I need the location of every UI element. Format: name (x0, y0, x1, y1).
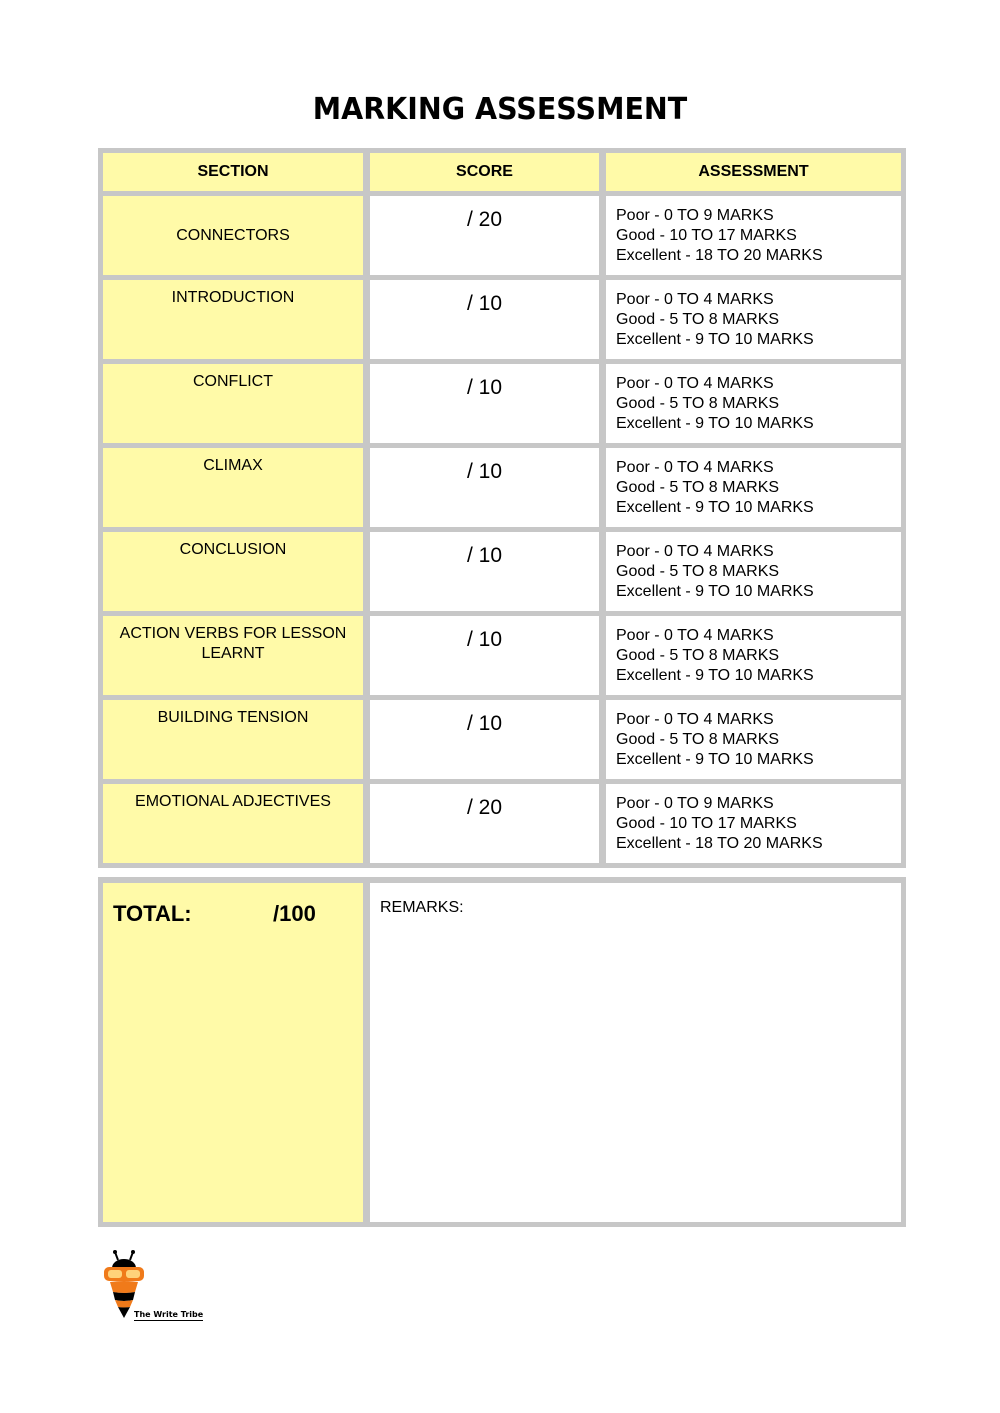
section-label: ACTION VERBS FOR LESSON LEARNT (119, 625, 347, 662)
column-header-score: SCORE (370, 153, 599, 191)
assessment-criteria (606, 448, 901, 527)
assessment-line: Poor - 0 TO 9 MARKS (616, 207, 774, 224)
assessment-line: Poor - 0 TO 4 MARKS (616, 543, 774, 560)
section-label: CONCLUSION (179, 541, 287, 558)
assessment-line: Excellent - 9 TO 10 MARKS (616, 751, 814, 768)
section-name (103, 280, 363, 359)
assessment-line: Excellent - 9 TO 10 MARKS (616, 667, 814, 684)
page-title: MARKING ASSESSMENT (312, 92, 688, 127)
assessment-line: Good - 10 TO 17 MARKS (616, 815, 797, 832)
score-max: / 10 (466, 376, 503, 399)
assessment-line: Poor - 0 TO 4 MARKS (616, 627, 774, 644)
score-max: / 20 (466, 796, 503, 819)
score-max: / 10 (466, 712, 503, 735)
table-header-row (103, 153, 901, 191)
column-header-assessment: ASSESSMENT (606, 153, 901, 191)
assessment-criteria (606, 364, 901, 443)
section-label: INTRODUCTION (171, 289, 295, 306)
section-name (103, 532, 363, 611)
score-max: / 10 (466, 544, 503, 567)
logo-text: The Write Tribe (134, 1310, 204, 1319)
assessment-criteria (606, 196, 901, 275)
score-field[interactable] (370, 784, 599, 863)
table-row (103, 784, 901, 863)
assessment-line: Good - 5 TO 8 MARKS (616, 479, 780, 496)
section-name (103, 196, 363, 275)
assessment-line: Excellent - 9 TO 10 MARKS (616, 331, 814, 348)
score-field[interactable] (370, 364, 599, 443)
column-header-section: SECTION (103, 153, 363, 191)
table-row (103, 196, 901, 275)
assessment-line: Poor - 0 TO 9 MARKS (616, 795, 774, 812)
table-row (103, 280, 901, 359)
score-max: / 10 (466, 292, 503, 315)
assessment-line: Excellent - 9 TO 10 MARKS (616, 583, 814, 600)
section-name (103, 784, 363, 863)
assessment-criteria (606, 784, 901, 863)
score-field[interactable] (370, 280, 599, 359)
total-remarks-panel (98, 877, 906, 1227)
score-field[interactable] (370, 616, 599, 695)
assessment-criteria (606, 700, 901, 779)
assessment-line: Good - 5 TO 8 MARKS (616, 311, 780, 328)
assessment-line: Poor - 0 TO 4 MARKS (616, 459, 774, 476)
assessment-line: Excellent - 18 TO 20 MARKS (616, 835, 823, 852)
marking-table (98, 148, 906, 868)
assessment-line: Excellent - 9 TO 10 MARKS (616, 415, 814, 432)
assessment-criteria (606, 280, 901, 359)
table-row (103, 700, 901, 779)
section-name (103, 616, 363, 695)
assessment-line: Excellent - 18 TO 20 MARKS (616, 247, 823, 264)
write-tribe-logo (100, 1250, 210, 1330)
assessment-line: Poor - 0 TO 4 MARKS (616, 291, 774, 308)
table-row (103, 616, 901, 695)
assessment-line: Good - 5 TO 8 MARKS (616, 395, 780, 412)
section-name (103, 448, 363, 527)
remarks-cell[interactable] (370, 883, 901, 1222)
score-field[interactable] (370, 532, 599, 611)
section-label: EMOTIONAL ADJECTIVES (135, 793, 331, 810)
assessment-line: Good - 5 TO 8 MARKS (616, 731, 780, 748)
table-row (103, 532, 901, 611)
remarks-label: REMARKS: (380, 899, 464, 916)
assessment-line: Good - 5 TO 8 MARKS (616, 563, 780, 580)
section-name (103, 700, 363, 779)
table-row (103, 448, 901, 527)
assessment-criteria (606, 616, 901, 695)
total-max: /100 (273, 901, 316, 926)
total-cell[interactable] (103, 883, 363, 1222)
assessment-line: Excellent - 9 TO 10 MARKS (616, 499, 814, 516)
assessment-line: Poor - 0 TO 4 MARKS (616, 375, 774, 392)
total-label: TOTAL: (113, 901, 192, 926)
section-label: BUILDING TENSION (157, 709, 309, 726)
section-label: CONNECTORS (176, 226, 290, 244)
score-field[interactable] (370, 448, 599, 527)
table-row (103, 364, 901, 443)
assessment-criteria (606, 532, 901, 611)
score-max: / 20 (466, 208, 503, 231)
score-max: / 10 (466, 628, 503, 651)
assessment-line: Good - 5 TO 8 MARKS (616, 647, 780, 664)
section-label: CLIMAX (203, 457, 263, 474)
score-max: / 10 (466, 460, 503, 483)
section-label: CONFLICT (193, 373, 273, 390)
assessment-line: Good - 10 TO 17 MARKS (616, 227, 797, 244)
section-name (103, 364, 363, 443)
score-field[interactable] (370, 700, 599, 779)
assessment-line: Poor - 0 TO 4 MARKS (616, 711, 774, 728)
score-field[interactable] (370, 196, 599, 275)
